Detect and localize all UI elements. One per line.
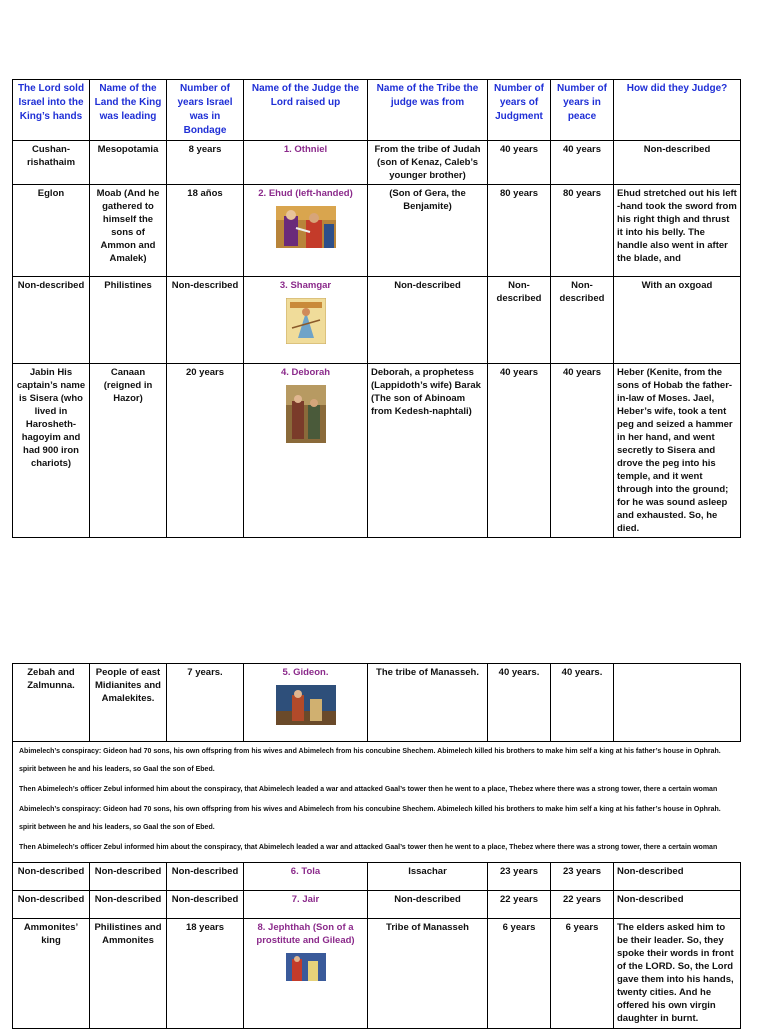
jephthah-painting-image — [286, 953, 326, 981]
judge-cell — [244, 664, 368, 742]
peace-cell: 23 years — [551, 863, 614, 891]
judge-cell — [244, 364, 368, 538]
text-line: Then Abimelech’s officer Zebul informed him about the conspiracy, that Abimelech leaded a war and attacked Gaal’s tower then he went to a place, Thebez where there was a strong tower, there a certain woman — [19, 844, 718, 851]
bondage-cell: 20 years — [167, 364, 244, 538]
judgment-cell: Non-described — [488, 277, 551, 364]
tribe-cell: Issachar — [368, 863, 488, 891]
peace-cell: 40 years — [551, 141, 614, 185]
king-cell: Cushan-rishathaim — [13, 141, 90, 185]
table-row — [13, 891, 741, 919]
judge-cell: 7. Jair — [244, 891, 368, 919]
peace-cell: 40 years. — [551, 664, 614, 742]
land-cell: Non-described — [90, 891, 167, 919]
how-cell: The elders asked him to be their leader. So, they spoke their words in front of the LORD. So, the Lord gave them into his hands, twenty cities. And he offered his own virgin daughter in burnt. — [614, 919, 741, 1029]
header-cell: The Lord sold Israel into the King’s hands — [13, 80, 90, 141]
judge-name: 4. Deborah — [280, 367, 331, 378]
text-line: Then Abimelech’s officer Zebul informed him about the conspiracy, that Abimelech leaded a war and attacked Gaal’s tower then he went to a place, Thebez where there was a strong tower, there a certain woman — [19, 786, 718, 793]
header-cell: Name of the Land the King was leading — [90, 80, 167, 141]
table-row — [13, 277, 741, 364]
judges-table-2 — [12, 663, 741, 742]
how-cell: Non-described — [614, 863, 741, 891]
judge-cell — [244, 919, 368, 1029]
land-cell: People of east Midianites and Amalekites. — [90, 664, 167, 742]
peace-cell: 80 years — [551, 185, 614, 277]
tribe-cell: The tribe of Manasseh. — [368, 664, 488, 742]
how-cell: Non-described — [614, 141, 741, 185]
king-cell: Zebah and Zalmunna. — [13, 664, 90, 742]
peace-cell: Non-described — [551, 277, 614, 364]
table-row — [13, 141, 741, 185]
land-cell: Non-described — [90, 863, 167, 891]
judge-name: 2. Ehud (left-handed) — [258, 188, 353, 199]
table-row — [13, 364, 741, 538]
land-cell: Moab (And he gathered to himself the sons of Ammon and Amalek) — [90, 185, 167, 277]
judge-cell: 6. Tola — [244, 863, 368, 891]
how-cell: Heber (Kenite, from the sons of Hobab the father-in-law of Moses. Jael, Heber’s wife, took a tent peg and seized a hammer in her hand, and went secretly to Sisera and drove the peg into his temple, and it went through into the ground; for he was sound asleep and exhausted. So, he died. — [614, 364, 741, 538]
bondage-cell: Non-described — [167, 863, 244, 891]
peace-cell: 22 years — [551, 891, 614, 919]
gideon-painting-image — [276, 685, 336, 725]
tribe-cell: Tribe of Manasseh — [368, 919, 488, 1029]
header-cell: Name of the Judge the Lord raised up — [244, 80, 368, 141]
table-row — [13, 919, 741, 1029]
header-cell: How did they Judge? — [614, 80, 741, 141]
judgment-cell: 22 years — [488, 891, 551, 919]
judge-cell — [244, 277, 368, 364]
how-cell: Ehud stretched out his left -hand took the sword from his right thigh and thrust it into his belly. The handle also went in after the blade, and — [614, 185, 741, 277]
bondage-cell: 18 years — [167, 919, 244, 1029]
king-cell: Jabin His captain’s name is Sisera (who lived in Harosheth-hagoyim and had 900 iron chariots) — [13, 364, 90, 538]
how-cell — [614, 664, 741, 742]
text-line: spirit between he and his leaders, so Gaal the son of Ebed. — [19, 766, 215, 773]
how-cell: Non-described — [614, 891, 741, 919]
king-cell: Eglon — [13, 185, 90, 277]
peace-cell: 40 years — [551, 364, 614, 538]
judgment-cell: 80 years — [488, 185, 551, 277]
abimelech-text-block — [12, 742, 768, 862]
how-cell: With an oxgoad — [614, 277, 741, 364]
tribe-cell: From the tribe of Judah (son of Kenaz, Caleb’s younger brother) — [368, 141, 488, 185]
text-line: Abimelech’s conspiracy: Gideon had 70 sons, his own offspring from his wives and Abimelech from his concubine Shechem. Abimelech killed his brothers to make him self a king at his father’s house in Ophrah. — [19, 748, 721, 755]
judgment-cell: 23 years — [488, 863, 551, 891]
land-cell: Mesopotamia — [90, 141, 167, 185]
text-line: spirit between he and his leaders, so Gaal the son of Ebed. — [19, 824, 215, 831]
judge-name: 5. Gideon. — [282, 667, 329, 678]
shamgar-book-cover-image — [286, 298, 326, 344]
header-cell: Name of the Tribe the judge was from — [368, 80, 488, 141]
judges-table-1 — [12, 79, 741, 538]
king-cell: Non-described — [13, 277, 90, 364]
tribe-cell: Non-described — [368, 891, 488, 919]
tribe-cell: Deborah, a prophetess (Lappidoth’s wife) Barak (The son of Abinoam from Kedesh-naphtali) — [368, 364, 488, 538]
land-cell: Philistines — [90, 277, 167, 364]
bondage-cell: Non-described — [167, 891, 244, 919]
bondage-cell: Non-described — [167, 277, 244, 364]
header-row — [13, 80, 741, 141]
land-cell: Philistines and Ammonites — [90, 919, 167, 1029]
tribe-cell: Non-described — [368, 277, 488, 364]
header-cell: Number of years in peace — [551, 80, 614, 141]
bondage-cell: 8 years — [167, 141, 244, 185]
judge-cell — [244, 185, 368, 277]
tribe-cell: (Son of Gera, the Benjamite) — [368, 185, 488, 277]
text-line: Abimelech’s conspiracy: Gideon had 70 sons, his own offspring from his wives and Abimelech from his concubine Shechem. Abimelech killed his brothers to make him self a king at his father’s house in Ophrah. — [19, 806, 721, 813]
judgment-cell: 6 years — [488, 919, 551, 1029]
judges-table-3 — [12, 862, 741, 1029]
land-cell: Canaan (reigned in Hazor) — [90, 364, 167, 538]
header-cell: Number of years of Judgment — [488, 80, 551, 141]
judgment-cell: 40 years — [488, 364, 551, 538]
table-row — [13, 863, 741, 891]
bondage-cell: 7 years. — [167, 664, 244, 742]
king-cell: Ammonites’ king — [13, 919, 90, 1029]
judge-cell: 1. Othniel — [244, 141, 368, 185]
table-row — [13, 185, 741, 277]
header-cell: Number of years Israel was in Bondage — [167, 80, 244, 141]
peace-cell: 6 years — [551, 919, 614, 1029]
judge-name: 8. Jephthah (Son of a prostitute and Gilead) — [256, 922, 355, 946]
judge-name: 3. Shamgar — [279, 280, 332, 291]
ehud-painting-image — [276, 206, 336, 248]
table-row — [13, 664, 741, 742]
judgment-cell: 40 years. — [488, 664, 551, 742]
bondage-cell: 18 años — [167, 185, 244, 277]
deborah-painting-image — [286, 385, 326, 443]
king-cell: Non-described — [13, 891, 90, 919]
king-cell: Non-described — [13, 863, 90, 891]
judgment-cell: 40 years — [488, 141, 551, 185]
